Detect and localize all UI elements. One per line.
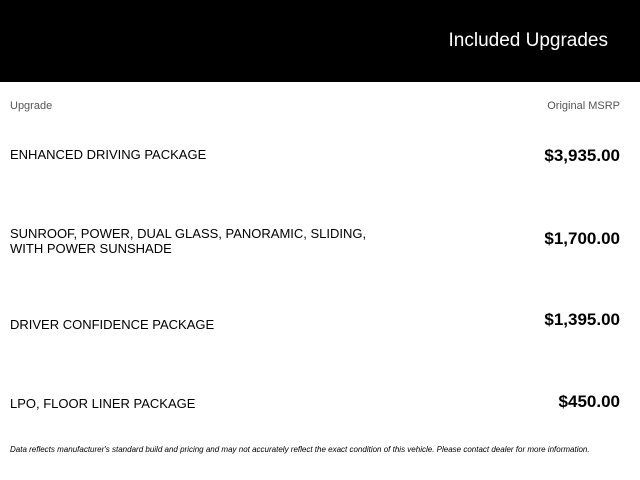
upgrade-price: $1,395.00 xyxy=(544,310,620,329)
upgrade-name: LPO, FLOOR LINER PACKAGE xyxy=(10,396,196,411)
upgrade-name: ENHANCED DRIVING PACKAGE xyxy=(10,147,207,162)
upgrade-name: SUNROOF, POWER, DUAL GLASS, PANORAMIC, SLIDING, WITH POWER SUNSHADE xyxy=(10,226,367,256)
upgrade-price: $450.00 xyxy=(558,392,620,411)
upgrade-price: $1,700.00 xyxy=(544,229,620,248)
upgrade-name: DRIVER CONFIDENCE PACKAGE xyxy=(10,317,215,332)
disclaimer-text: Data reflects manufacturer's standard build and pricing and may not accurately reflect the exact condition of this vehicle. Please contact dealer for more information. xyxy=(10,445,590,454)
column-header-msrp: Original MSRP xyxy=(547,100,620,112)
header-bar xyxy=(0,0,640,82)
column-header-upgrade: Upgrade xyxy=(10,100,53,112)
page-title: Included Upgrades xyxy=(448,30,608,51)
upgrade-price: $3,935.00 xyxy=(544,146,620,165)
